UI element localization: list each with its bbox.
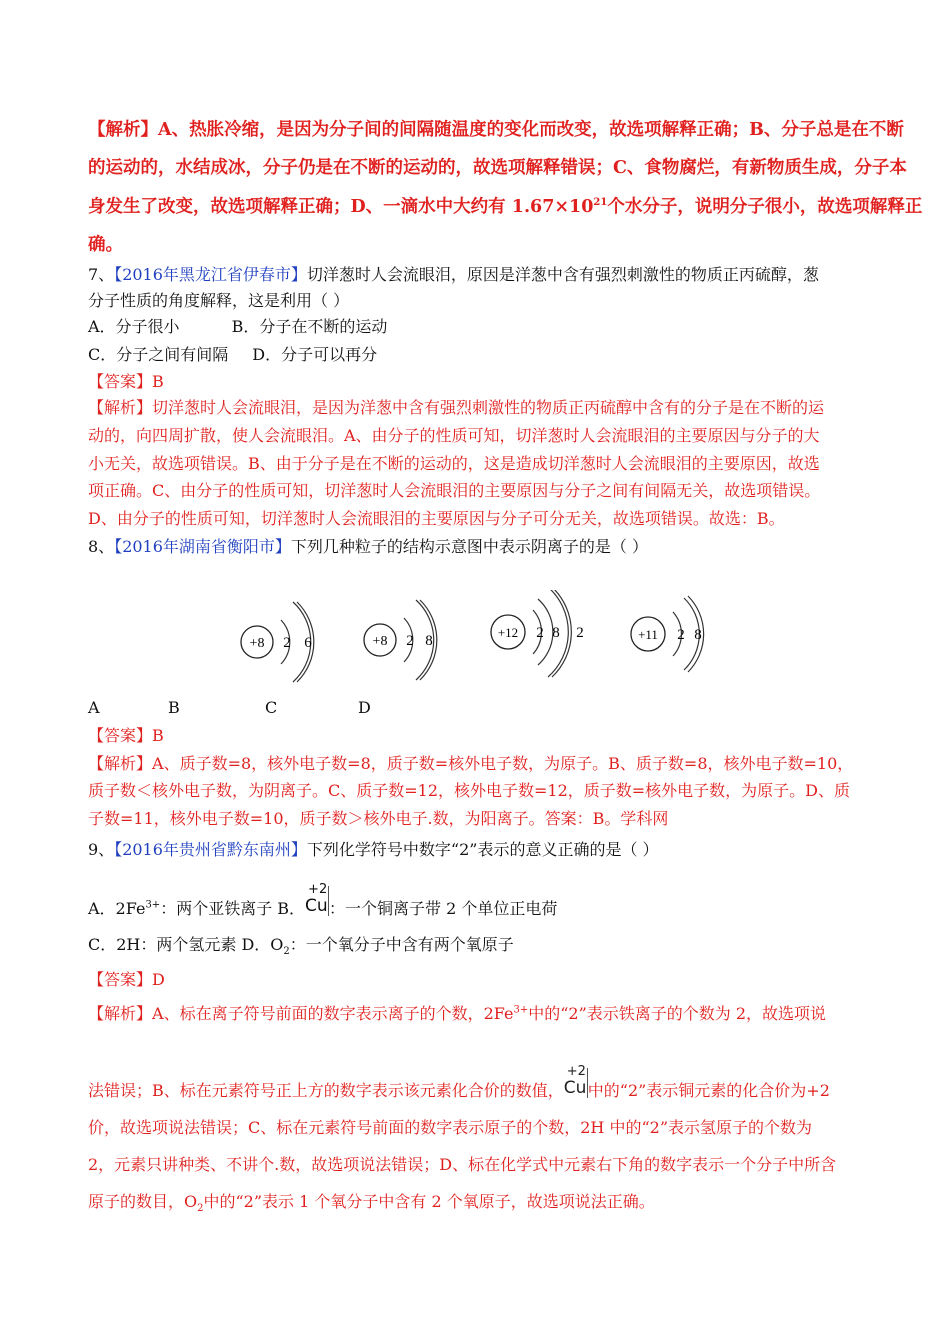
q7-options-ab: A．分子很小 B．分子在不断的运动 xyxy=(88,317,388,336)
shell-electron-count: 2 xyxy=(536,625,544,641)
shell-electron-count: 6 xyxy=(304,635,312,651)
q8-answer: 【答案】B xyxy=(88,726,164,745)
q9-options-ab: A．$2Fe^{3+}$：两个亚铁离子 B． +2 Cu ：一个铜离子带 2 个单位正电荷 xyxy=(88,882,558,918)
atom-diagram-b xyxy=(364,600,437,680)
intro-analysis-line-4: 确。 xyxy=(88,235,123,255)
q7-stem-line-1: 7、【2016年黑龙江省伊春市】切洋葱时人会流眼泪，原因是洋葱中含有强烈刺激性的物质正丙硫醇，葱 xyxy=(88,265,819,284)
q7-options-cd: C．分子之间有间隔 D．分子可以再分 xyxy=(88,345,378,364)
q7-analysis-line-3: 小无关，故选项错误。B、由于分子是在不断的运动的，这是造成切洋葱时人会流眼泪的主要原因，故选 xyxy=(88,454,820,473)
q7-analysis-line-5: D、由分子的性质可知，切洋葱时人会流眼泪的主要原因与分子可分无关，故选项错误。故选：B。 xyxy=(88,509,785,528)
shell-electron-count: 2 xyxy=(406,633,414,649)
q9-analysis-line-5: 原子的数目，$O_2$中的“2”表示 1 个氧分子中含有 2 个氧原子，故选项说法正确。 xyxy=(88,1192,655,1215)
q7-analysis-line-1: 【解析】切洋葱时人会流眼泪，是因为洋葱中含有强烈刺激性的物质正丙硫醇中含有的分子是在不断的运 xyxy=(88,398,825,417)
q9-answer: 【答案】D xyxy=(88,970,165,989)
q8-analysis-line-3: 子数=11，核外电子数=10，质子数＞核外电子.数，为阳离子。答案：B。学科网 xyxy=(88,809,669,828)
q8-analysis-line-1: 【解析】A、质子数=8，核外电子数=8，质子数=核外电子数，为原子。B、质子数=8，核外电子数=10， xyxy=(88,754,854,773)
nucleus-charge: +11 xyxy=(638,627,658,642)
shell-electron-count: 2 xyxy=(283,635,291,651)
q7-stem-line-2: 分子性质的角度解释，这是利用（ ） xyxy=(88,291,350,310)
intro-analysis-line-1: 【解析】A、热胀冷缩，是因为分子间的间隔随温度的变化而改变，故选项解释正确；B、分子总是在不断 xyxy=(88,120,904,140)
shell-electron-count: 8 xyxy=(694,627,702,643)
atom-structure-diagrams xyxy=(230,590,710,695)
q7-analysis-line-2: 动的，向四周扩散，使人会流眼泪。A、由分子的性质可知，切洋葱时人会流眼泪的主要原因与分子的大 xyxy=(88,426,820,445)
nucleus-charge: +8 xyxy=(372,634,388,649)
atom-diagram-c xyxy=(491,590,584,677)
intro-analysis-line-3: 身发生了改变，故选项解释正确；D、一滴水中大约有 $1.67\times 10^{21}$个水分子，说明分子很小，故选项解释正 xyxy=(88,197,923,217)
q8-label-b: B xyxy=(168,698,180,717)
shell-electron-count: 2 xyxy=(677,627,685,643)
q9-options-cd: C．2H：两个氢元素 D．$O_2$：一个氧分子中含有两个氧原子 xyxy=(88,935,514,958)
shell-electron-count: 8 xyxy=(425,633,433,649)
q8-label-a: A xyxy=(88,698,100,717)
q9-analysis-line-4: 2，元素只讲种类、不讲个.数，故选项说法错误；D、标在化学式中元素右下角的数字表示一个分子中所含 xyxy=(88,1155,837,1174)
q8-label-c: C xyxy=(265,698,278,717)
atom-diagram-d xyxy=(631,596,704,672)
q8-analysis-line-2: 质子数＜核外电子数，为阴离子。C、质子数=12，核外电子数=12，质子数=核外电子数，为原子。D、质 xyxy=(88,781,851,800)
q9-stem: 9、【2016年贵州省黔东南州】下列化学符号中数字“2”表示的意义正确的是（ ） xyxy=(88,840,659,859)
q9-analysis-line-3: 价，故选项说法错误；C、标在元素符号前面的数字表示原子的个数，2H 中的“2”表示氢原子的个数为 xyxy=(88,1118,813,1137)
shell-electron-count: 2 xyxy=(576,625,584,641)
q7-analysis-line-4: 项正确。C、由分子的性质可知，切洋葱时人会流眼泪的主要原因与分子之间有间隔无关，故选项错误。 xyxy=(88,481,821,500)
cu-valence-symbol-inline: +2 Cu xyxy=(563,1064,587,1098)
atom-diagram-a xyxy=(241,602,314,682)
q9-analysis-line-1: 【解析】A、标在离子符号前面的数字表示离子的个数，$2Fe^{3+}$中的“2”表示铁离子的个数为 2，故选项说 xyxy=(88,1004,827,1023)
intro-analysis-line-2: 的运动的，水结成冰，分子仍是在不断的运动的，故选项解释错误；C、食物腐烂，有新物质生成，分子本 xyxy=(88,158,907,178)
q8-stem: 8、【2016年湖南省衡阳市】下列几种粒子的结构示意图中表示阴离子的是（ ） xyxy=(88,537,649,556)
nucleus-charge: +8 xyxy=(249,636,265,651)
nucleus-charge: +12 xyxy=(497,625,519,640)
q8-label-d: D xyxy=(358,698,371,717)
shell-electron-count: 8 xyxy=(552,625,560,641)
cu-valence-symbol: +2 Cu xyxy=(305,882,328,916)
q9-analysis-line-2: 法错误；B、标在元素符号正上方的数字表示该元素化合价的数值， +2 Cu 中的“2”表示铜元素的化合价为+2 xyxy=(88,1064,830,1100)
q7-answer: 【答案】B xyxy=(88,372,164,391)
